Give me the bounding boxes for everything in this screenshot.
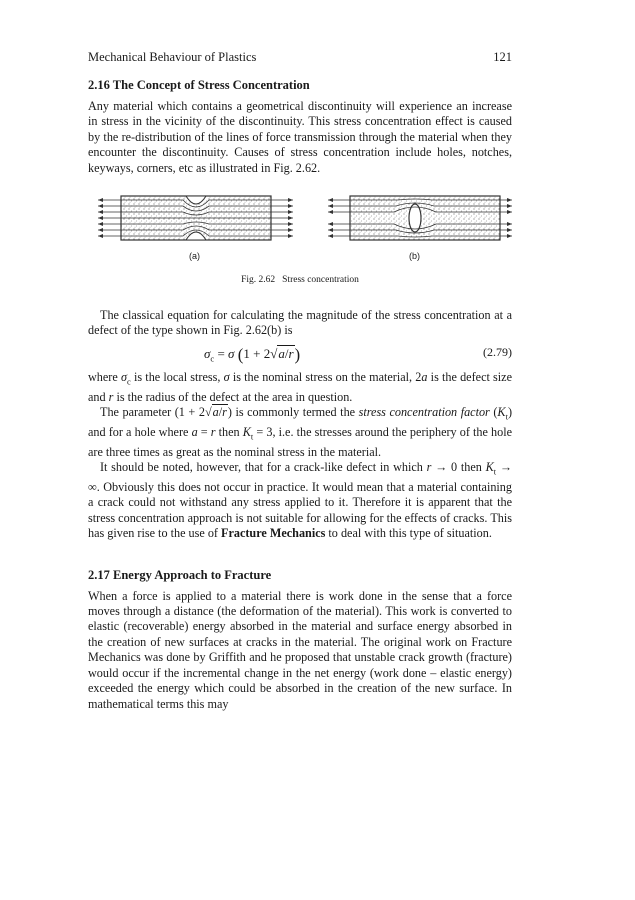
caption-text: Stress concentration xyxy=(282,275,359,286)
section-heading-2-17: 2.17 Energy Approach to Fracture xyxy=(88,567,272,582)
equation-body: $\sigma_c = \sigma$ (1 + 2√a/r) xyxy=(204,344,301,364)
panel-b-bar-with-hole xyxy=(328,196,512,240)
paragraph-classical-equation: The classical equation for calculating the magnitude of the stress concentration at a defect of the type shown in Fig. 2.62(b) is xyxy=(88,308,512,338)
crack-text-2: → 0 then xyxy=(431,460,486,475)
param-text-4: ) and for a hole where xyxy=(88,405,512,439)
paragraph-energy-approach: When a force is applied to a material there is work done in the sense that a force moves through a distance (the deformation of the material). This work is converted to elastic (recoverable) energy absorbed in the material and surface energy absorbed in the creation of new surfaces at cracks in the material. The original work on Fracture Mechanics was done by Griffith and he proposed that unstable crack growth (fracture) would occur if the incremental change in the net energy (work done – elastic energy) exceeded the energy which could be absorbed in the creation of the new surface. In mathematical terms this may xyxy=(88,588,512,711)
param-text-2: ) is commonly termed the xyxy=(227,405,359,420)
crack-text-5: to deal with this type of situation. xyxy=(325,526,492,541)
where-text-2: is the local stress, xyxy=(130,369,224,384)
term-stress-concentration-factor: stress concentration factor xyxy=(358,405,490,420)
paragraph-stress-intro: Any material which contains a geometrical discontinuity will experience an increase in stress in the vicinity of the discontinuity. This stress concentration effect is caused by the re-distribution of the lines of force transmission through the material when they encounter the discontinuity. Causes of stress concentration include holes, notches, keyways, corners, etc as illustrated in Fig. 2.62. xyxy=(88,99,512,175)
panel-a-notched-bar xyxy=(98,196,293,240)
where-text-1: where xyxy=(88,369,121,384)
where-text-5: is the radius of the defect at the area in question. xyxy=(113,389,353,404)
param-text-1: The parameter (1 + 2 xyxy=(100,405,205,420)
panel-label-a: (a) xyxy=(189,251,200,262)
crack-text-1: It should be noted, however, that for a crack-like defect in which xyxy=(100,460,427,475)
param-text-6: = 3, i.e. the stresses around the periphery of the hole are three times as great as the nominal stress in the material. xyxy=(88,424,513,459)
term-fracture-mechanics: Fracture Mechanics xyxy=(221,526,326,541)
param-text-5: then xyxy=(215,424,243,439)
where-text-4: is the defect size and xyxy=(88,369,513,404)
paragraph-where: where $\sigma_c$ is the local stress, σ is the nominal stress on the material, 2a is the defect size and r is the radius of the defect at the area in question. xyxy=(88,369,513,404)
elliptical-hole xyxy=(409,204,421,232)
crack-text-3: → ∞. Obviously this does not occur in practice. It would mean that a material containing a crack could not withstand any stress applied to it. Therefore it is apparent that the stress concentration approach is not suitable for allowing for the effects of cracks. This has given rise to the use of xyxy=(88,460,513,541)
bar-b-body xyxy=(350,196,500,240)
figure-caption xyxy=(88,274,512,286)
running-title: Mechanical Behaviour of Plastics xyxy=(88,50,257,64)
running-header xyxy=(88,50,512,65)
figure-2-62 xyxy=(88,188,512,285)
equation-2-79 xyxy=(88,342,512,366)
panel-label-b: (b) xyxy=(409,251,420,262)
page xyxy=(88,50,512,712)
caption-number: Fig. 2.62 xyxy=(241,275,276,286)
equation-number: (2.79) xyxy=(483,344,512,359)
stress-concentration-diagram xyxy=(88,188,512,260)
section-heading-2-16: 2.16 The Concept of Stress Concentration xyxy=(88,78,310,92)
paragraph-parameter: The parameter (1 + 2√a/r) is commonly termed the stress concentration factor $(K_t)$ and for a hole where a = r then $K_t = 3$, i.e. the stresses around the periphery of the hole are three times as great as the nominal stress in the material. xyxy=(88,405,513,459)
page-number: 121 xyxy=(493,50,512,64)
where-text-3: is the nominal stress on the material, 2 xyxy=(229,369,422,384)
paragraph-crack-defect: It should be noted, however, that for a crack-like defect in which r → 0 then $K_t$ → ∞. Obviously this does not occur in practice. It would mean that a material containing a crack could not withstand any stress applied to it. Therefore it is apparent that the stress concentration approach is not suitable for allowing for the effects of cracks. This has given rise to the use of Fracture Mechanics to deal with this type of situation. xyxy=(88,460,513,541)
